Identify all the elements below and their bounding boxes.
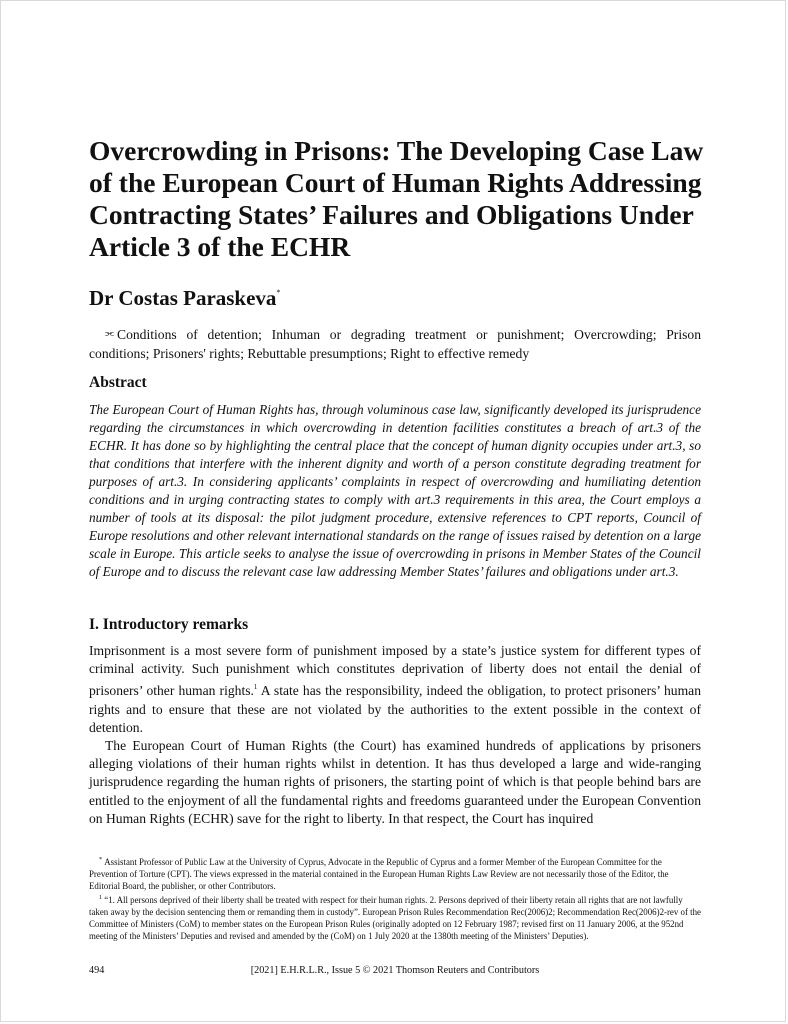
keywords-text: Conditions of detention; Inhuman or degrading treatment or punishment; Overcrowding; Prison conditions; Prisoners' rights; Rebuttable presumptions; Right to effective remedy: [89, 327, 701, 361]
paragraph-text: Imprisonment is a most severe form of punishment imposed by a state’s justice system for different types of criminal activity. Such punishment which constitutes deprivation of liberty does not entail the denial of prisoners’ other human rights.: [89, 643, 701, 699]
footnote-text: “1. All persons deprived of their liberty shall be treated with respect for their human rights. 2. Persons deprived of their liberty retain all rights that are not lawfully taken away by the decision sentencing them or remanding them in custody”. European Prison Rules Recommendation Rec(2006)2; Recommendation Rec(2006)2-rev of the Committee of Ministers (CoM) to member states on the European Prison Rules (originally adopted on 12 February 1987; revised first on 11 January 2006, at the 952nd meeting of the Ministers’ Deputies and revised and amended by the (CoM) on 1 July 2020 at the 1380th meeting of the Ministers’ Deputies).: [89, 895, 701, 941]
author-name: Dr Costas Paraskeva: [89, 286, 277, 310]
keywords: [89, 324, 701, 363]
article-title: Overcrowding in Prisons: The Developing Case Law of the European Court of Human Rights Addressing Contracting States’ Failures and Obligations Under Article 3 of the ECHR: [89, 135, 704, 262]
body-text: [89, 642, 701, 828]
paragraph-text: A state has the responsibility, indeed the obligation, to protect prisoners’ human rights and to ensure that these are not violated by the authorities to the extent possible in the context of detention.: [89, 683, 701, 735]
author-footnote-marker[interactable]: *: [276, 288, 281, 297]
running-footer: [2021] E.H.R.L.R., Issue 5 © 2021 Thomson Reuters and Contributors: [250, 965, 540, 976]
author-line: [89, 280, 280, 311]
section-heading: I. Introductory remarks: [89, 616, 249, 633]
footnote-text: Assistant Professor of Public Law at the University of Cyprus, Advocate in the Republic of Cyprus and a former Member of the European Committee for the Prevention of Torture (CPT). The views expressed in the material contained in the European Human Rights Law Review are not necessarily those of the Editor, the Editorial Board, the publisher, or other Contributors.: [89, 857, 669, 891]
body-paragraph: [89, 642, 701, 737]
abstract-text: The European Court of Human Rights has, through voluminous case law, significantly developed its jurisprudence regarding the circumstances in which overcrowding in detention facilities constitutes a breach of art.3 of the ECHR. It has done so by highlighting the central place that the concept of human dignity occupies under art.3, so that conditions that interfere with the inherent dignity and worth of a person constitute degrading treatment for purposes of art.3. In considering applicants’ complaints in respect of overcrowding and humiliating detention conditions and in urging contracting states to comply with art.3 requirements in this area, the Court employs a number of tools at its disposal: the pilot judgment procedure, extensive references to CPT reports, Council of Europe resolutions and other relevant international standards on the range of issues raised by detention on a large scale in Europe. This article seeks to analyse the issue of overcrowding in prisons in Member States of the Council of Europe and to discuss the relevant case law addressing Member States’ failures and obligations under art.3.: [89, 402, 701, 580]
footnote: [89, 892, 701, 942]
body-paragraph: The European Court of Human Rights (the Court) has examined hundreds of applications by prisoners alleging violations of their human rights whilst in detention. It has thus developed a large and wide-ranging jurisprudence regarding the human rights of prisoners, the starting point of which is that people behind bars are entitled to the enjoyment of all the fundamental rights and freedoms guaranteed under the European Convention on Human Rights (ECHR) save for the right to liberty. In that respect, the Court has inquired: [89, 738, 701, 826]
footnote-mark: *: [99, 856, 103, 863]
footnote: [89, 854, 701, 892]
footnote-ref-1[interactable]: 1: [253, 683, 258, 692]
key-icon: ⫘: [105, 328, 114, 339]
footnote-mark: 1: [99, 894, 103, 901]
footnotes: [89, 854, 701, 942]
abstract-heading: Abstract: [89, 374, 147, 391]
page-number: 494: [89, 965, 105, 976]
